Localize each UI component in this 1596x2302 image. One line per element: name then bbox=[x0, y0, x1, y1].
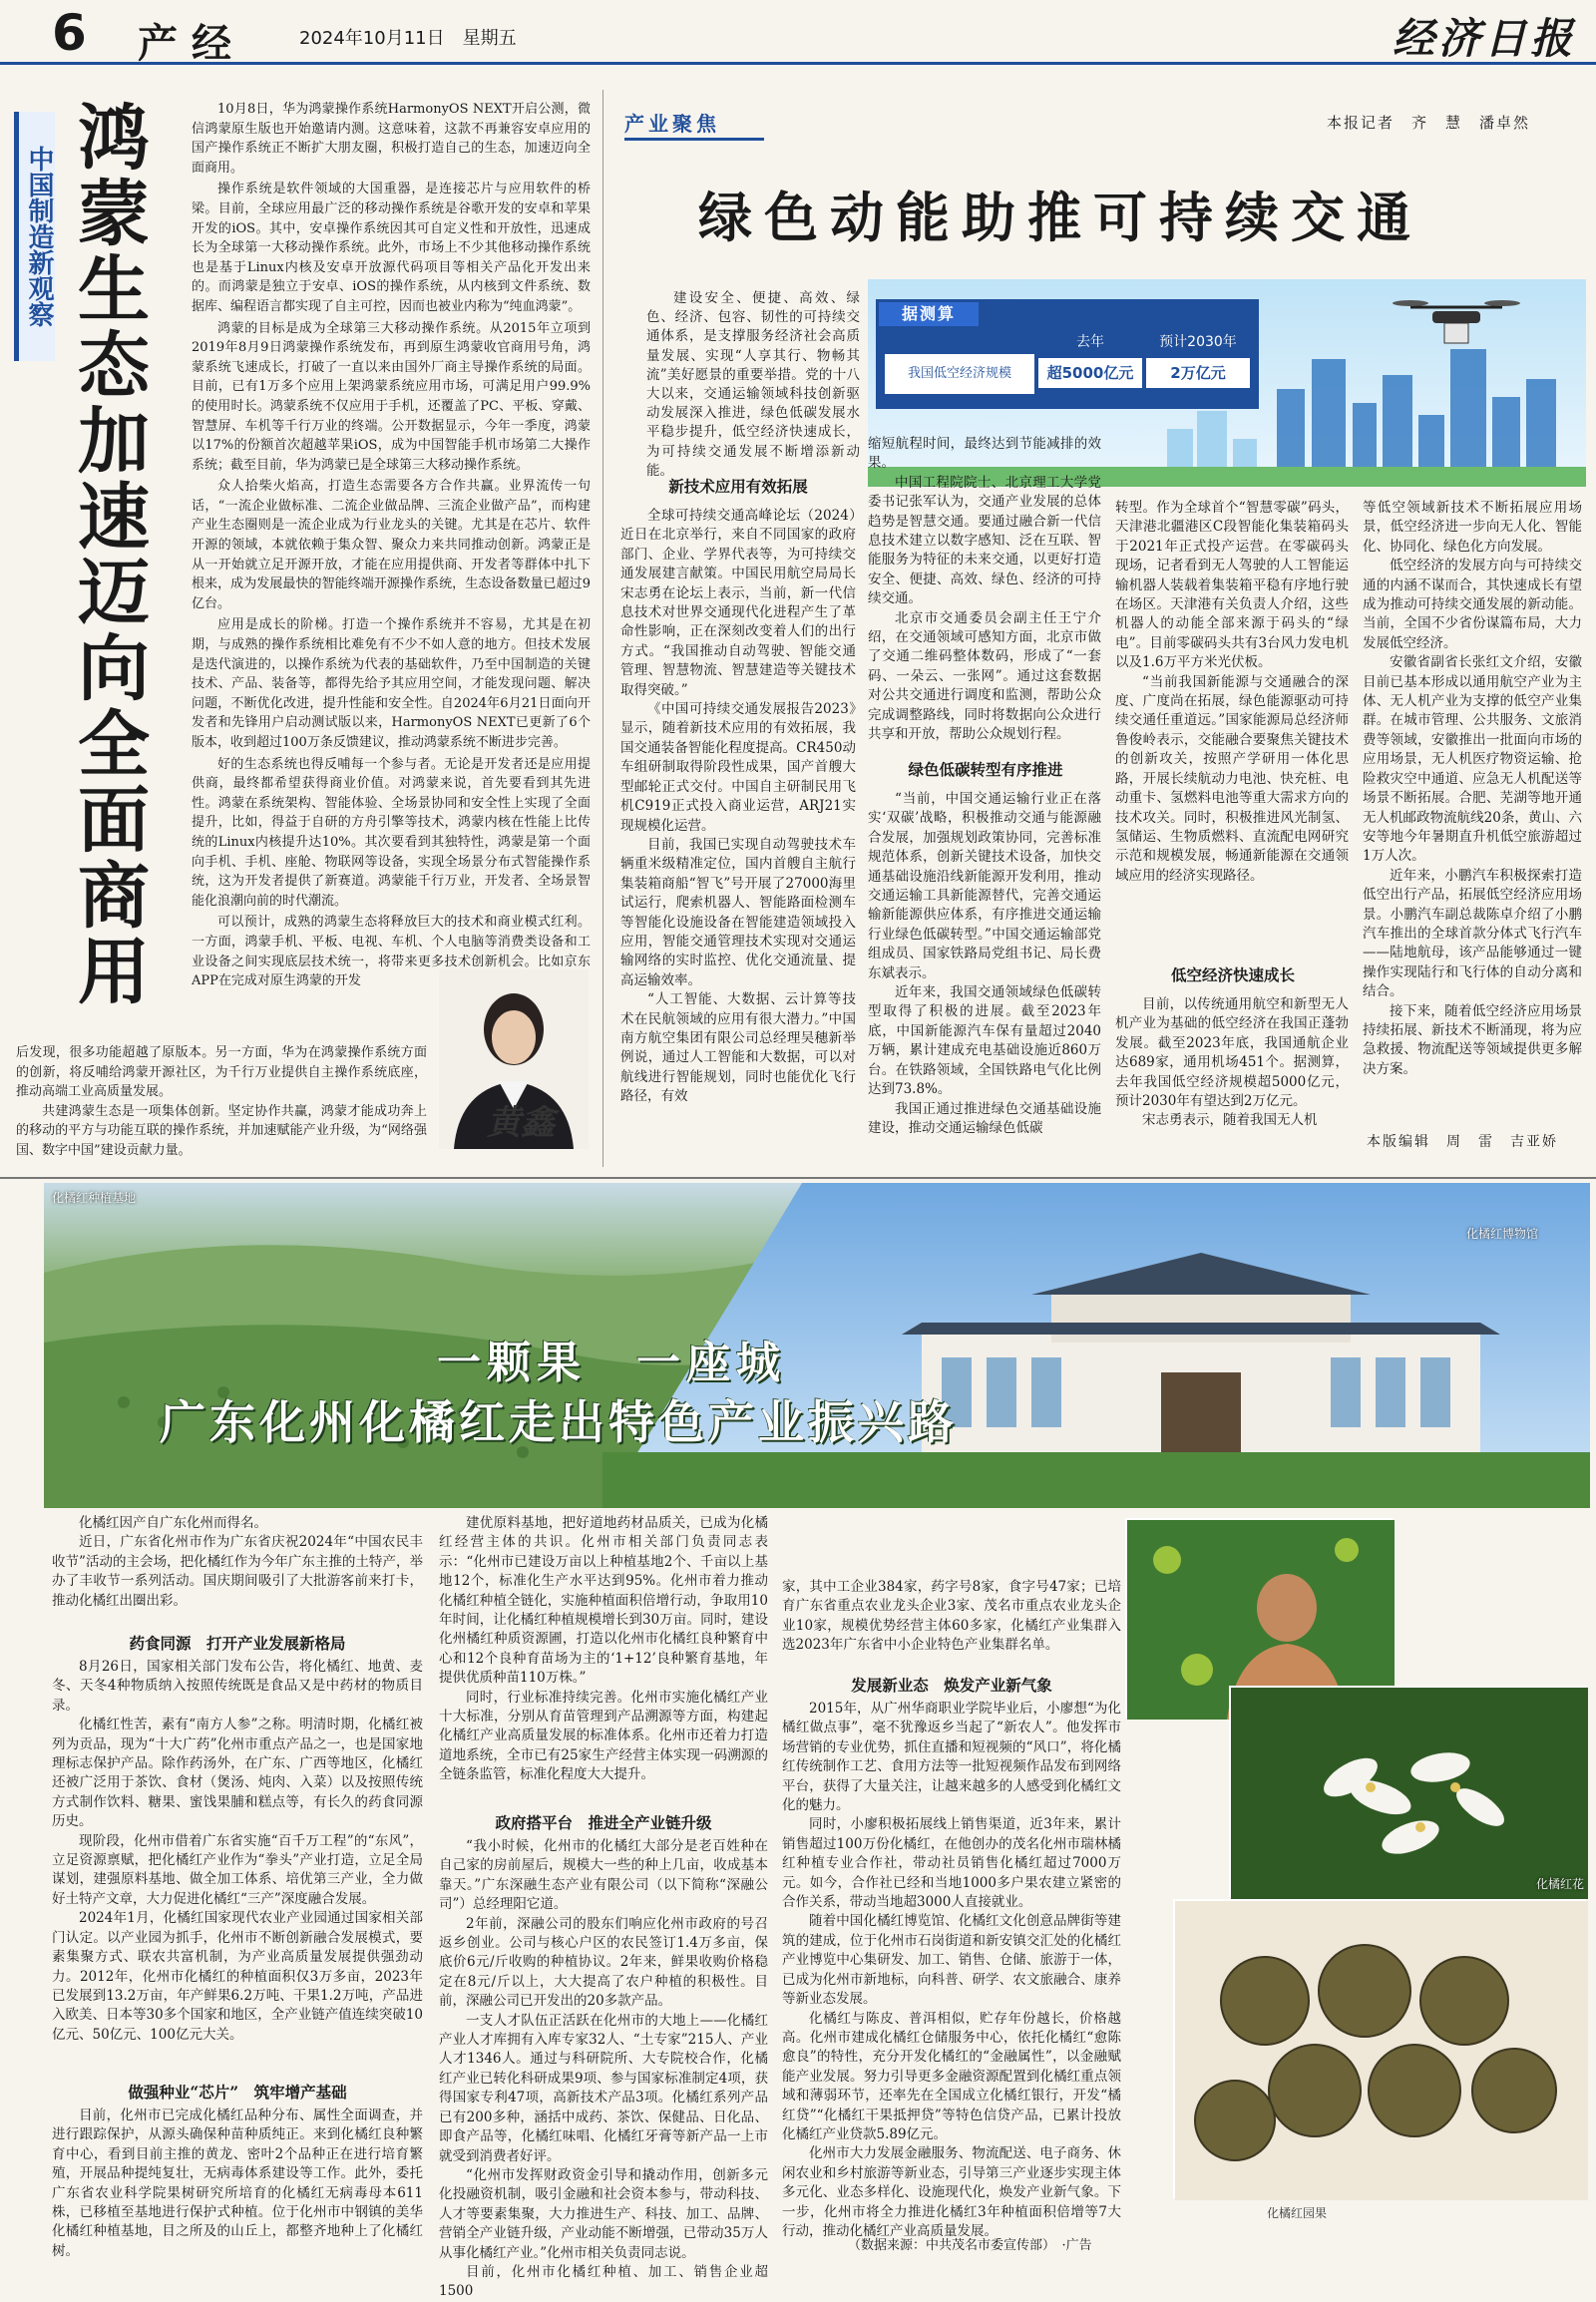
data-box-col2-value: 2万亿元 bbox=[1146, 358, 1250, 388]
feature-col-3 bbox=[1115, 499, 1349, 934]
feature-col-2-top bbox=[868, 435, 1101, 743]
bottom-title-line2: 广东化州化橘红走出特色产业振兴路 bbox=[160, 1395, 958, 1449]
paragraph: 化橘红因产自广东化州而得名。 bbox=[79, 1515, 267, 1531]
feature-col-4 bbox=[1363, 499, 1582, 1117]
paragraph: 目前，化州市化橘红种植、加工、销售企业超1500 bbox=[439, 2263, 768, 2300]
bottom-col-2 bbox=[439, 1514, 768, 1803]
paragraph: 中国工程院院士、北京理工大学党委书记张军认为，交通产业发展的总体趋势是智慧交通。要通过融合新一代信息技术建立以数字感知、泛在互联、智能服务为特征的未来交通，以更好打造安全、便捷、高效、绿色、经济的可持续交通。 bbox=[868, 474, 1101, 607]
issue-date: 2024年10月11日 星期五 bbox=[299, 28, 517, 49]
paragraph: 可以预计，成熟的鸿蒙生态将释放巨大的技术和商业模式红利。一方面，鸿蒙手机、平板、电视、车机、个人电脑等消费类设备和工业设备之间实现底层技术统一，将带来更多技术创新机会。比如京东APP在完成对原生鸿蒙的开发 bbox=[192, 915, 591, 989]
paragraph: 应用是成长的阶梯。打造一个操作系统并不容易，尤其是在初期，与成熟的操作系统相比难免有不少不如人意的地方。但技术发展是迭代演进的，以操作系统为代表的基础软件，乃至中国制造的关键技术、产品、装备等，都得先给予其应用空间，才能发现问题、解决问题，不断优化改进，提升性能和安全性。自2024年6月21日面向开发者和先锋用户启动测试版以来，HarmonyOS NEXT已更新了6个版本，收到超过100万条反馈建议，推动鸿蒙系统不断进步完善。 bbox=[192, 617, 591, 750]
paragraph: 同时，行业标准持续完善。化州市实施化橘红产业十大标准，分别从育苗管理到产品溯源等方面，构建起化橘红产业高质量发展的标准体系。化州市还着力打造道地系统，全市已有25家生产经营主体实现一码溯源的全链条监管，标准化程度大大提升。 bbox=[439, 1689, 768, 1783]
paragraph: 共建鸿蒙生态是一项集体创新。坚定协作共赢，鸿蒙才能成功奔上的移动的平方与功能互联的操作系统，并加速赋能产业升级，为“网络强国、数字中国”建设贡献力量。 bbox=[16, 1103, 427, 1158]
caption-fruit: 化橘红园果 bbox=[1267, 2206, 1328, 2220]
paragraph: 低空经济的发展方向与可持续交通的内涵不谋而合，其快速成长有望成为推动可持续交通发展的新动能。当前，全国不少省份谋篇布局，大力发展低空经济。 bbox=[1363, 558, 1582, 651]
paragraph: “化州市发挥财政资金引导和撬动作用，创新多元化投融资机制，吸引金融和社会资本参与，带动科技、人才等要素集聚，大力推进生产、科技、加工、品牌、营销全产业链升级，产业动能不断增强，已带动35万人从事化橘红产业。”化州市相关负责同志说。 bbox=[439, 2166, 768, 2261]
banner-photo bbox=[44, 1183, 1590, 1508]
paragraph: 10月8日，华为鸿蒙操作系统HarmonyOS NEXT开启公测，微信鸿蒙原生版也开始邀请内测。这意味着，这款不再兼容安卓应用的国产操作系统正不断扩大朋友圈，积极打造自己的生态，加速迈向全面商用。 bbox=[192, 102, 591, 176]
article-body-harmony-end bbox=[16, 1043, 427, 1159]
paragraph: 目前，化州市已完成化橘红品种分布、属性全面调查，并进行跟踪保护，从源头确保种苗种质纯正。来到化橘红良种繁育中心，看到目前主推的黄龙、密叶2个品种正在进行培育繁殖，开展品种提纯复壮，无病毒体系建设等工作。此外，委托广东省农业科学院果树研究所培育的化橘红无病毒母本611株，已移植至基地进行保护式种植。位于化州市中钢镇的美华化橘红种植基地，目之所及的山丘上，都整齐地种上了化橘红树。 bbox=[52, 2108, 423, 2259]
paragraph: 安徽省副省长张红文介绍，安徽目前已基本形成以通用航空产业为主体、无人机产业为支撑的低空产业集群。在城市管理、公共服务、文旅消费等领域，安徽推出一批面向市场的应用场景，无人机医疗物资运输、抢险救灾空中通道、应急无人机配送等场景不断拓展。合肥、芜湖等地开通无人机邮政物流航线20条，黄山、六安等地今年暑期直升机低空旅游超过1万人次。 bbox=[1363, 654, 1582, 865]
article-body-harmony bbox=[192, 100, 591, 989]
banner-label-plantation: 化橘红种植基地 bbox=[52, 1191, 137, 1205]
paragraph: 8月26日，国家相关部门发布公告，将化橘红、地黄、麦冬、天冬4种物质纳入按照传统既是食品又是中药材的物质目录。 bbox=[52, 1659, 423, 1714]
paragraph: “人工智能、大数据、云计算等技术在民航领域的应用有很大潜力。”中国南方航空集团有限公司总经理吴穗新举例说，通过人工智能和大数据，可以对航线进行智能规划，同时也能优化飞行路径，有效 bbox=[620, 991, 856, 1105]
bottom-col-2-end bbox=[439, 1837, 768, 2300]
feature-col-1 bbox=[620, 507, 856, 1169]
paragraph: 建优原料基地，把好道地药材品质关，已成为化橘红经营主体的共识。化州市相关部门负责同志表示：“化州市已建设万亩以上种植基地2个、千亩以上基地12个，标准化生产水平达到95%。化州市着力推动化橘红种植全链化，实施种植面积倍增行动，争取用10年时间，让化橘红种植规模增长到30万亩。同时，建设化州橘红种质资源圃，打造以化州市化橘红良种繁育中心和12个良种育苗场为主的‘1+12’良种繁育基地，年提供优质种苗110万株。” bbox=[439, 1515, 768, 1687]
paper-logo: 经济日报 bbox=[1392, 14, 1576, 63]
paragraph: 全球可持续交通高峰论坛（2024）近日在北京举行，来自不同国家的政府部门、企业、学界代表等，为可持续交通发展建言献策。中国民用航空局局长宋志勇在论坛上表示，当前，新一代信息技术对世界交通现代化进程产生了革命性影响，正在深刻改变着人们的出行方式。“我国推动自动驾驶、智能交通管理、智慧物流、智慧建造等关键技术取得突破。” bbox=[620, 508, 856, 698]
paragraph: 现阶段，化州市借着广东省实施“百千万工程”的“东风”，立足资源禀赋，把化橘红产业作为“拳头”产业打造，立足全局谋划，建强原料基地、做全加工体系、培优第三产业，全力做好土特产文章，大力促进化橘红“三产”深度融合发展。 bbox=[52, 1832, 423, 1907]
paragraph: 化橘红与陈皮、普洱相似，贮存年份越长，价格越高。化州市建成化橘红仓储服务中心，依托化橘红“愈陈愈良”的特性，充分开发化橘红的“金融属性”，以金融赋能产业发展。努力引导更多金融资源配置到化橘红重点领域和薄弱环节，还率先在全国成立化橘红银行，开发“橘红贷”“化橘红干果抵押贷”等特色信贷产品，已累计投放化橘红产业贷款5.89亿元。 bbox=[782, 2010, 1121, 2142]
section-divider bbox=[0, 1177, 1596, 1179]
subhead-low-altitude: 低空经济快速成长 bbox=[1170, 965, 1295, 984]
bottom-col-1 bbox=[52, 1658, 423, 2077]
subhead-new-formats: 发展新业态 焕发产业新气象 bbox=[851, 1676, 1052, 1695]
paragraph: 2015年，从广州华商职业学院毕业后，小廖想“为化橘红做点事”，毫不犹豫返乡当起了“新农人”。他发挥市场营销的专业优势，抓住直播和短视频的“风口”，将化橘红传统制作工艺、食用方法等一批短视频作品发布到网络平台，获得了大量关注，让越来越多的人感受到化橘红文化的魅力。 bbox=[782, 1701, 1121, 1814]
subhead-green: 绿色低碳转型有序推进 bbox=[908, 760, 1063, 779]
article-title-harmony: 鸿蒙生态加速迈向全面商用 bbox=[66, 100, 151, 1009]
data-box-col2-head: 预计2030年 bbox=[1159, 334, 1237, 350]
photo-fruit bbox=[1173, 1899, 1586, 2198]
bottom-col-1-end bbox=[52, 2107, 423, 2259]
paragraph: 化橘红性苦，素有“南方人参”之称。明清时期，化橘红被列为贡品，现为“十大广药”化州市重点产品之一，也是国家地理标志保护产品。除作药汤外，在广东、广西等地区，化橘红还被广泛用于茶饮、食材（煲汤、炖肉、入菜）以及按照传统方式制作饮料、糖果、蜜饯果脯和糕点等，有长久的药食同源历史。 bbox=[52, 1717, 423, 1830]
paragraph: 操作系统是软件领域的大国重器，是连接芯片与应用软件的桥梁。目前，全球应用最广泛的移动操作系统是谷歌开发的安卓和苹果开发的iOS。其中，安卓操作系统因其可自定义性和开放性，迅速成长为全球第一大移动操作系统。此外，市场上不少其他移动操作系统也是基于Linux内核及安卓开放源代码项目等相关产品化开发出来的。而鸿蒙是独立于安卓、iOS的操作系统，从内核到文件系统、数据库、编程语言都实现了自主可控，因而也被业内称为“纯血鸿蒙”。 bbox=[192, 182, 591, 314]
subhead-medicine-food: 药食同源 打开产业发展新格局 bbox=[129, 1634, 346, 1653]
paragraph: 目前，以传统通用航空和新型无人机产业为基础的低空经济在我国正蓬勃发展。截至2023年底，我国通航企业达689家，通用机场451个。据测算，去年我国低空经济规模超5000亿元，预计2030年有望达到2万亿元。 bbox=[1115, 996, 1349, 1110]
paragraph: 化州市大力发展金融服务、物流配送、电子商务、休闲农业和乡村旅游等新业态，引导第三产业逐步实现主体多元化、业态多样化、设施现代化，焕发产业新气象。下一步，化州市将全力推进化橘红3年种植面积倍增等7大行动，推动化橘红产业高质量发展。 bbox=[782, 2145, 1121, 2239]
paragraph: 2年前，深融公司的股东们响应化州市政府的号召返乡创业。公司与核心户区的农民签订1.4万多亩，保底价6元/斤收购的种植协议。2年来，鲜果收购价格稳定在8元/斤以上，大大提高了农户种植的积极性。目前，深融公司已开发出的20多款产品。 bbox=[439, 1915, 768, 2010]
paragraph: 目前，我国已实现自动驾驶技术车辆重米级精准定位，国内首艘自主航行集装箱商船“智飞”号开展了27000海里试运行，爬索机器人、智能路面检测车等智能化设施设备在智能建造领域投入应用，智能交通管理技术实现对交通运输网络的实时监控、优化交通流量、提高运输效率。 bbox=[620, 836, 856, 988]
page-editors: 本版编辑 周 雷 吉亚娇 bbox=[1367, 1134, 1558, 1150]
feature-lead bbox=[646, 289, 860, 479]
page-number: 6 bbox=[52, 4, 87, 62]
caption-flower: 化橘红花 bbox=[1536, 1877, 1585, 1891]
data-box-title: 据测算 bbox=[879, 302, 979, 326]
paragraph: 建设安全、便捷、高效、绿色、经济、包容、韧性的可持续交通体系，是支撑服务经济社会高质量发展、实现“人享其行、物畅其流”美好愿景的重要举措。党的十八大以来，交通运输领域科技创新驱动发展深入推进，绿色低碳发展水平稳步提升，低空经济快速成长，为可持续交通发展不断增添新动能。 bbox=[646, 290, 860, 479]
paragraph: 好的生态系统也得反哺每一个参与者。无论是开发者还是应用提供商，最终都希望获得商业价值。对鸿蒙来说，首先要看到其先进性。鸿蒙在系统架构、智能体验、全场景协同和安全性上实现了全面提升，比如，得益于自研的方舟引擎等技术，鸿蒙内核在性能上比传统的Linux内核提升达10%。其次要看到其独特性，鸿蒙是第一个面向手机、手机、座舱、物联网等设备，实现全场景分布式智能操作系统，这为开发者提供了新赛道。鸿蒙能千行万业，开发者、全场景智能化浪潮向前的时代潮流。 bbox=[192, 756, 591, 909]
paragraph: 转型。作为全球首个“智慧零碳”码头，天津港北疆港区C段智能化集装箱码头于2021年正式投产运营。在零碳码头现场，记者看到无人驾驶的人工智能运输机器人装载着集装箱平稳有序地行驶在场区。天津港有关负责人介绍，这些机器人的动能全部来源于码头的“绿电”。目前零碳码头共有3台风力发电机以及1.6万平方米光伏板。 bbox=[1115, 500, 1349, 671]
paragraph: 缩短航程时间，最终达到节能减排的效果。 bbox=[868, 436, 1101, 472]
paragraph: 近年来，小鹏汽车积极探索打造低空出行产品，拓展低空经济应用场景。小鹏汽车副总裁陈卓介绍了小鹏汽车推出的全球首款分体式飞行汽车——陆地航母，该产品能够通过一键操作实现陆行和飞行体的自动分离和结合。 bbox=[1363, 867, 1582, 1000]
section-name: 产经 bbox=[138, 20, 245, 67]
column-label: 中国制造新观察 bbox=[14, 112, 55, 361]
paragraph: 近日，广东省化州市作为广东省庆祝2024年“中国农民丰收节”活动的主会场，把化橘红作为今年广东主推的土特产，举办了丰收节一系列活动。国庆期间吸引了大批游客前来打卡，推动化橘红出圈出彩。 bbox=[52, 1534, 423, 1609]
feature-title: 绿色动能助推可持续交通 bbox=[698, 186, 1422, 249]
bottom-title-line1: 一颗果 一座城 bbox=[437, 1338, 786, 1388]
byline: 本报记者 齐 慧 潘卓然 bbox=[1327, 114, 1531, 132]
paragraph: “当前我国新能源与交通融合的深度、广度尚在拓展，绿色能源驱动可持续交通任重道远。”国家能源局总经济师鲁俊岭表示，交能融合要聚焦关键技术的创新攻关，按照产学研用一体化思路，开展长续航动力电池、快充桩、电动重卡、氢燃料电池等重大需求方向的技术攻关。同时，积极推进风光制氢、氢储运、生物质燃料、直流配电网研究示范和规模发展，畅通新能源在交通领域应用的经济实现路径。 bbox=[1115, 673, 1349, 884]
subhead-new-tech: 新技术应用有效拓展 bbox=[668, 477, 808, 496]
paragraph: 家，其中工企业384家，药字号8家，食字号47家；已培育广东省重点农业龙头企业3家、茂名市重点农业龙头企业10家，规模优势经营主体60多家，化橘红产业集群入选2023年广东省中小企业特色产业集群名单。 bbox=[782, 1579, 1121, 1654]
section-tag: 产业聚焦 bbox=[624, 108, 764, 141]
subhead-seed-industry: 做强种业“芯片” 筑牢增产基础 bbox=[128, 2083, 347, 2102]
paragraph: 后发现，很多功能超越了原版本。另一方面，华为在鸿蒙操作系统方面的创新，将反哺给鸿蒙开源社区，为千行万业提供自主操作系统底座，推动高端工业高质量发展。 bbox=[16, 1045, 427, 1100]
advert-credit: （数据来源：中共茂名市委宣传部） ·广告 bbox=[848, 2238, 1092, 2253]
bottom-col-3-top bbox=[782, 1578, 1121, 1668]
paragraph: 鸿蒙的目标是成为全球第三大移动操作系统。从2015年立项到2019年8月9日鸿蒙操作系统发布，再到原生鸿蒙收官商用号角，鸿蒙系统飞速成长，打破了一直以来由国外厂商主导操作系统的局面。目前，已有1万多个应用上架鸿蒙系统应用市场，可满足用户99.9%的使用时长。鸿蒙系统不仅应用于手机，还覆盖了PC、平板、穿戴、智慧屏、车机等千行万业的终端。公开数据显示，今年一季度，鸿蒙以17%的份额首次超越苹果iOS，成为中国智能手机市场第二大操作系统；截至目前，华为鸿蒙已是全球第三大移动操作系统。 bbox=[192, 320, 591, 473]
feature-col-2 bbox=[868, 790, 1101, 1169]
data-box-label: 我国低空经济规模 bbox=[885, 354, 1034, 394]
masthead bbox=[0, 0, 1596, 65]
paragraph: 《中国可持续交通发展报告2023》显示，随着新技术应用的有效拓展，我国交通装备智能化程度提高。CR450动车组研制取得阶段性成果，国产首艘大型邮轮正式交付。中国自主研制民用飞机C919正式投入商业运营，ARJ21实现规模化运营。 bbox=[620, 701, 856, 834]
paragraph: 接下来，随着低空经济应用场景持续拓展、新技术不断涌现，将为应急救援、物流配送等领域提供更多解决方案。 bbox=[1363, 1002, 1582, 1077]
paragraph: 我国正通过推进绿色交通基础设施建设，推动交通运输绿色低碳 bbox=[868, 1100, 1101, 1136]
paragraph: 近年来，我国交通领域绿色低碳转型取得了积极的进展。截至2023年底，中国新能源汽车保有量超过2040万辆，累计建成充电基础设施近860万台。在铁路领域，全国铁路电气化比例达到73.8%。 bbox=[868, 984, 1101, 1098]
data-box-col1-value: 超5000亿元 bbox=[1038, 358, 1142, 388]
paragraph: 一支人才队伍正活跃在化州市的大地上——化橘红产业人才库拥有入库专家32人、“土专家”215人、产业人才1346人。通过与科研院所、大专院校合作，化橘红产业已转化科研成果9项、参与国家标准制定4项，获得国家专利47项，高新技术产品3项。化橘红系列产品已有200多种，涵括中成药、茶饮、保健品、日化品、即食产品等，化橘红味唱、化橘红牙膏等新产品一上市就受到消费者好评。 bbox=[439, 2012, 768, 2164]
bottom-intro bbox=[52, 1514, 423, 1626]
paragraph: 等低空领域新技术不断拓展应用场景，低空经济进一步向无人化、智能化、协同化、绿色化方向发展。 bbox=[1363, 500, 1582, 555]
data-box bbox=[876, 299, 1259, 409]
paragraph: 2024年1月，化橘红国家现代农业产业园通过国家相关部门认定。以产业园为抓手，化州市不断创新融合发展模式，要素集聚方式、联农共富机制，为产业高质量发展提供强劲动力。2012年，化州市化橘红的种植面积仅3万多亩，2023年已发展到13.2万亩，年产鲜果6.2万吨、干果1.2万吨，产品进入欧美、日本等30多个国家和地区，全产业链产值连续突破10亿元、50亿元、100亿元大关。 bbox=[52, 1910, 423, 2043]
feature-col-3-bottom bbox=[1115, 995, 1349, 1169]
subhead-platform: 政府搭平台 推进全产业链升级 bbox=[495, 1813, 712, 1832]
author-signature: 黄鑫 bbox=[487, 1103, 555, 1143]
paragraph: “我小时候，化州市的化橘红大部分是老百姓种在自己家的房前屋后，规模大一些的种上几亩，收成基本靠天。”广东深融生态产业有限公司（以下简称“深融公司”）总经理阳它道。 bbox=[439, 1838, 768, 1913]
bottom-col-3 bbox=[782, 1700, 1121, 2239]
paragraph: 随着中国化橘红博览馆、化橘红文化创意品牌街等建筑的建成，位于化州市石岗街道和新安镇交汇处的化橘红产业博览中心集研发、加工、销售、仓储、旅游于一体，已成为化州市新地标，向科普、研学、农文旅融合、康养等新业态发展。 bbox=[782, 1913, 1121, 2008]
banner-label-museum: 化橘红博物馆 bbox=[1466, 1227, 1539, 1241]
column-divider bbox=[602, 90, 603, 1167]
paragraph: 宋志勇表示，随着我国无人机 bbox=[1142, 1112, 1318, 1129]
paragraph: 北京市交通委员会副主任王宁介绍，在交通领域可感知方面，北京市做了交通二维码整体数码，形成了“一套码、一朵云、一张网”。通过这套数据对公共交通进行调度和监测，帮助公众完成调整路线，同时将数据向公众进行共享和开放，帮助公众规划行程。 bbox=[868, 609, 1101, 743]
photo-flower bbox=[1229, 1686, 1586, 1897]
data-box-col1-head: 去年 bbox=[1076, 334, 1104, 350]
paragraph: 众人拾柴火焰高，打造生态需要各方合作共赢。业界流传一句话，“一流企业做标准、二流企业做品牌、三流企业做产品”，而构建产业生态圈则是一流企业成为行业龙头的关键。尤其是在芯片、软件开源的领域，本就依赖于集众智、聚众力来共同推动创新。鸿蒙正是从一开始就立足开源开放，才能在应用提供商、开发者等群体中扎下根来，成为发展最快的智能终端开源操作系统，生态设备数量已超过9亿台。 bbox=[192, 479, 591, 611]
paragraph: 同时，小廖积极拓展线上销售渠道，近3年来，累计销售超过100万份化橘红，在他创办的茂名化州市瑞林橘红种植专业合作社，带动社员销售化橘红超过7000万元。如今，合作社已经和当地1000多户果农建立紧密的合作关系，带动当地超3000人直接就业。 bbox=[782, 1816, 1121, 1911]
paragraph: “当前，中国交通运输行业正在落实‘双碳’战略，积极推动交通与能源融合发展，加强规划政策协同，完善标准规范体系，创新关键技术设备，加快交通基础设施沿线新能源开发利用，推动交通运输工具新能源替代，完善交通运输新能源供应体系，有序推进交通运输行业绿色低碳转型。”中国交通运输部党组成员、国家铁路局党组书记、局长费东斌表示。 bbox=[868, 791, 1101, 981]
